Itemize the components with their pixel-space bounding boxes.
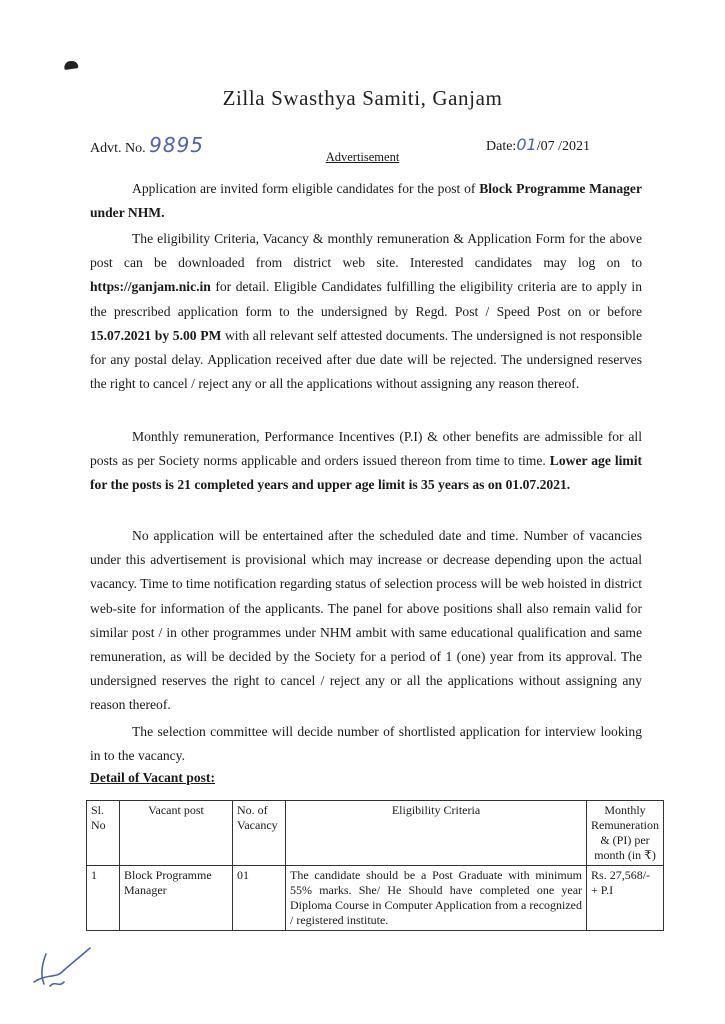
date-month-year: /07 /2021 [536,139,590,154]
organization-title: Zilla Swasthya Samiti, Ganjam [222,86,503,110]
cell-remuneration: Rs. 27,568/- + P.I [587,866,664,931]
paragraph-selection: The selection committee will decide number of shortlisted application for interview looking in to the vacancy. [90,724,642,764]
post-name-bold: Block Programme Manager under NHM. [90,181,642,221]
advt-number-handwritten: 9895 [149,133,205,157]
document-subject: Advertisement [325,150,400,164]
cell-eligibility: The candidate should be a Post Graduate with minimum 55% marks. She/ He Should have completed one year Diploma Course in Computer Application from a recognized / registered institute. [286,866,587,931]
paragraph-text: with all relevant self attested documents. The undersigned is not responsible for any postal delay. Application received after due date will be rejected. The undersigned reserves the right to cancel / reject any or all the applications without assigning any reason thereof. [90,327,642,392]
advt-number-label: Advt. No. [90,141,146,156]
header-remuneration: Monthly Remuneration & (PI) per month (in ₹) [587,801,664,866]
cell-vacant-post: Block Programme Manager [120,866,233,931]
paragraph-text: for detail. Eligible Candidates fulfilling the eligibility criteria are to apply in the prescribed application form to the undersigned by Regd. Post / Speed Post on or before [90,279,642,319]
header-vacant-post: Vacant post [120,801,233,866]
date-label: Date: [486,139,517,154]
deadline-bold: 15.07.2021 by 5.00 PM [90,327,222,343]
paragraph-text: The eligibility Criteria, Vacancy & monthly remuneration & Application Form for the above post can be downloaded from district web site. Interested candidates may log on to [90,231,642,271]
vacant-post-heading: Detail of Vacant post: [90,770,215,785]
table-row [87,866,664,931]
paragraph-eligibility [90,227,642,396]
date-day-handwritten: 01 [516,135,537,154]
header-eligibility: Eligibility Criteria [286,801,587,866]
punch-hole-mark [64,60,79,70]
website-url: https://ganjam.nic.in [90,279,211,295]
paragraph-conditions: No application will be entertained after the scheduled date and time. Number of vacancies under this advertisement is provisional which may increase or decrease depending upon the actual vacancy. Time to time notification regarding status of selection process will be web hoisted in district web-site for information of the applicants. The panel for above positions shall also remain valid for similar post / in other programmes under NHM ambit with same educational qualification and same remuneration, as will be decided by the Society for a period of 1 (one) year from its approval. The undersigned reserves the right to cancel / reject any or all the applications without assigning any reason thereof. [90,528,642,713]
paragraph-text: Application are invited form eligible candidates for the post of [132,181,480,196]
header-no-of-vacancy: No. of Vacancy [233,801,286,866]
cell-sl-no: 1 [87,866,120,931]
vacancy-table [86,800,664,931]
signature-mark [28,944,98,994]
header-sl-no: Sl. No [87,801,120,866]
paragraph-text: Monthly remuneration, Performance Incentives (P.I) & other benefits are admissible for all posts as per Society norms applicable and orders issued thereon from time to time. [90,429,642,469]
age-limit-bold: Lower age limit for the posts is 21 completed years and upper age limit is 35 years as on 01.07.2021. [90,453,642,493]
paragraph-invitation [90,177,642,225]
paragraph-remuneration [90,425,642,498]
table-header-row [87,801,664,866]
cell-no-of-vacancy: 01 [233,866,286,931]
